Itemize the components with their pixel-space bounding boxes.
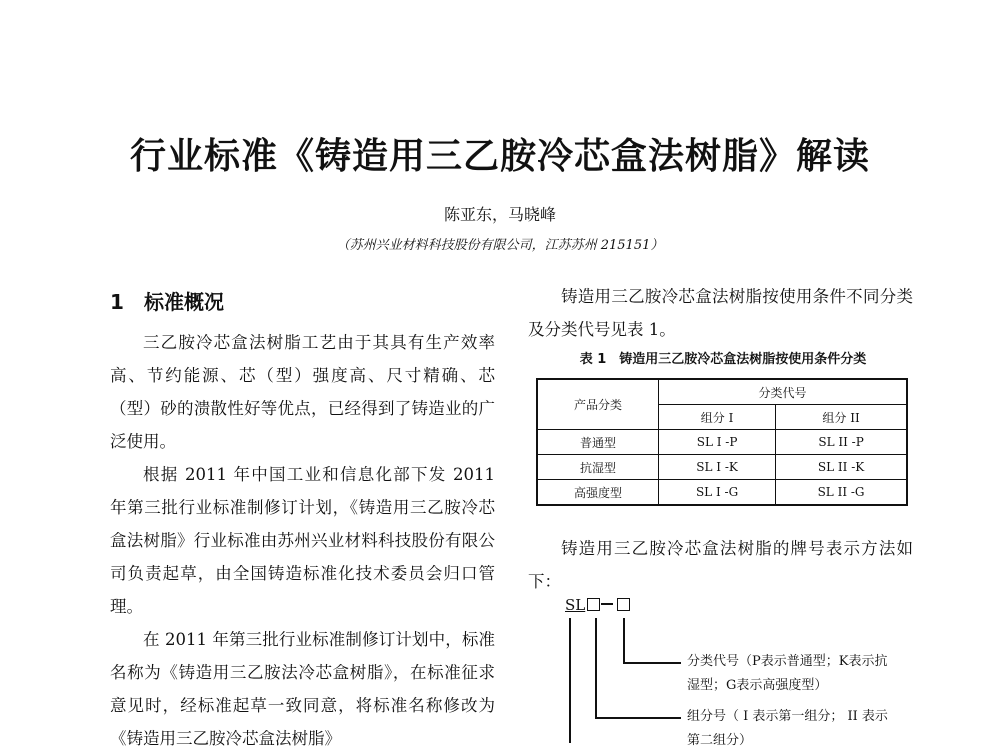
- annotation-line: 分类代号（P表示普通型；K表示抗: [687, 654, 888, 669]
- header-code: 分类代号: [659, 379, 908, 405]
- table-row: [537, 430, 907, 455]
- placeholder-box: [587, 598, 600, 611]
- brand-intro-paragraph: 铸造用三乙胺冷芯盒法树脂的牌号表示方法如下：: [528, 539, 913, 591]
- leader-line: [623, 618, 625, 662]
- header-group2: 组分 II: [776, 405, 907, 430]
- section-title: 标准概况: [144, 290, 224, 314]
- annotation-line: 第二组分）: [687, 733, 753, 748]
- table-intro-paragraph: 铸造用三乙胺冷芯盒法树脂按使用条件不同分类及分类代号见表 1。: [528, 287, 913, 339]
- paragraph-3: 在 2011 年第三批行业标准制修订计划中，标准名称为《铸造用三乙胺法冷芯盒树脂》，在标准征求意见时，经标准起草一致同意，将标准名称修改为《铸造用三乙胺冷芯盒法树脂》: [110, 630, 495, 748]
- row-g2: SL II -G: [776, 480, 907, 506]
- brand-code-diagram: [565, 596, 925, 748]
- leader-line: [595, 618, 597, 718]
- header-product: 产品分类: [537, 379, 659, 430]
- row-g2: SL II -K: [776, 455, 907, 480]
- page-title: 行业标准《铸造用三乙胺冷芯盒法树脂》解读: [129, 136, 870, 177]
- header-group1: 组分 I: [659, 405, 776, 430]
- classification-table: [536, 378, 908, 506]
- row-name: 高强度型: [537, 480, 659, 506]
- row-g1: SL I -K: [659, 455, 776, 480]
- leader-line: [569, 618, 571, 743]
- authors: 陈亚东，马晓峰: [443, 205, 556, 224]
- brand-prefix: SL: [565, 596, 586, 614]
- affiliation: （苏州兴业材料科技股份有限公司，江苏苏州 215151）: [336, 238, 664, 253]
- row-g2: SL II -P: [776, 430, 907, 455]
- paragraph-2: 根据 2011 年中国工业和信息化部下发 2011 年第三批行业标准制修订计划，《铸造用三乙胺冷芯盒法树脂》行业标准由苏州兴业材料科技股份有限公司负责起草，由全国铸造标准化技术委员会归口管理。: [110, 465, 495, 616]
- row-g1: SL I -P: [659, 430, 776, 455]
- separator-dash: [601, 603, 613, 605]
- right-intro: [528, 280, 913, 346]
- paragraph-1: 三乙胺冷芯盒法树脂工艺由于其具有生产效率高、节约能源、芯（型）强度高、尺寸精确、芯（型）砂的溃散性好等优点，已经得到了铸造业的广泛使用。: [110, 333, 495, 451]
- row-name: 普通型: [537, 430, 659, 455]
- table-row: [537, 480, 907, 506]
- right-brand-intro: [528, 532, 913, 598]
- annotation-line: 组分号（ I 表示第一组分； II 表示: [687, 709, 888, 724]
- left-column: [110, 326, 495, 755]
- annotation-component: [687, 705, 927, 753]
- annotation-line: 湿型；G表示高强度型）: [687, 678, 828, 693]
- placeholder-box: [617, 598, 630, 611]
- leader-line: [595, 717, 681, 719]
- table-row: [537, 455, 907, 480]
- row-name: 抗湿型: [537, 455, 659, 480]
- annotation-classification: [687, 650, 927, 698]
- section-number: 1: [110, 290, 124, 314]
- section-heading: [110, 286, 224, 315]
- row-g1: SL I -G: [659, 480, 776, 506]
- leader-line: [623, 662, 681, 664]
- table-caption: 表 1 铸造用三乙胺冷芯盒法树脂按使用条件分类: [579, 352, 867, 367]
